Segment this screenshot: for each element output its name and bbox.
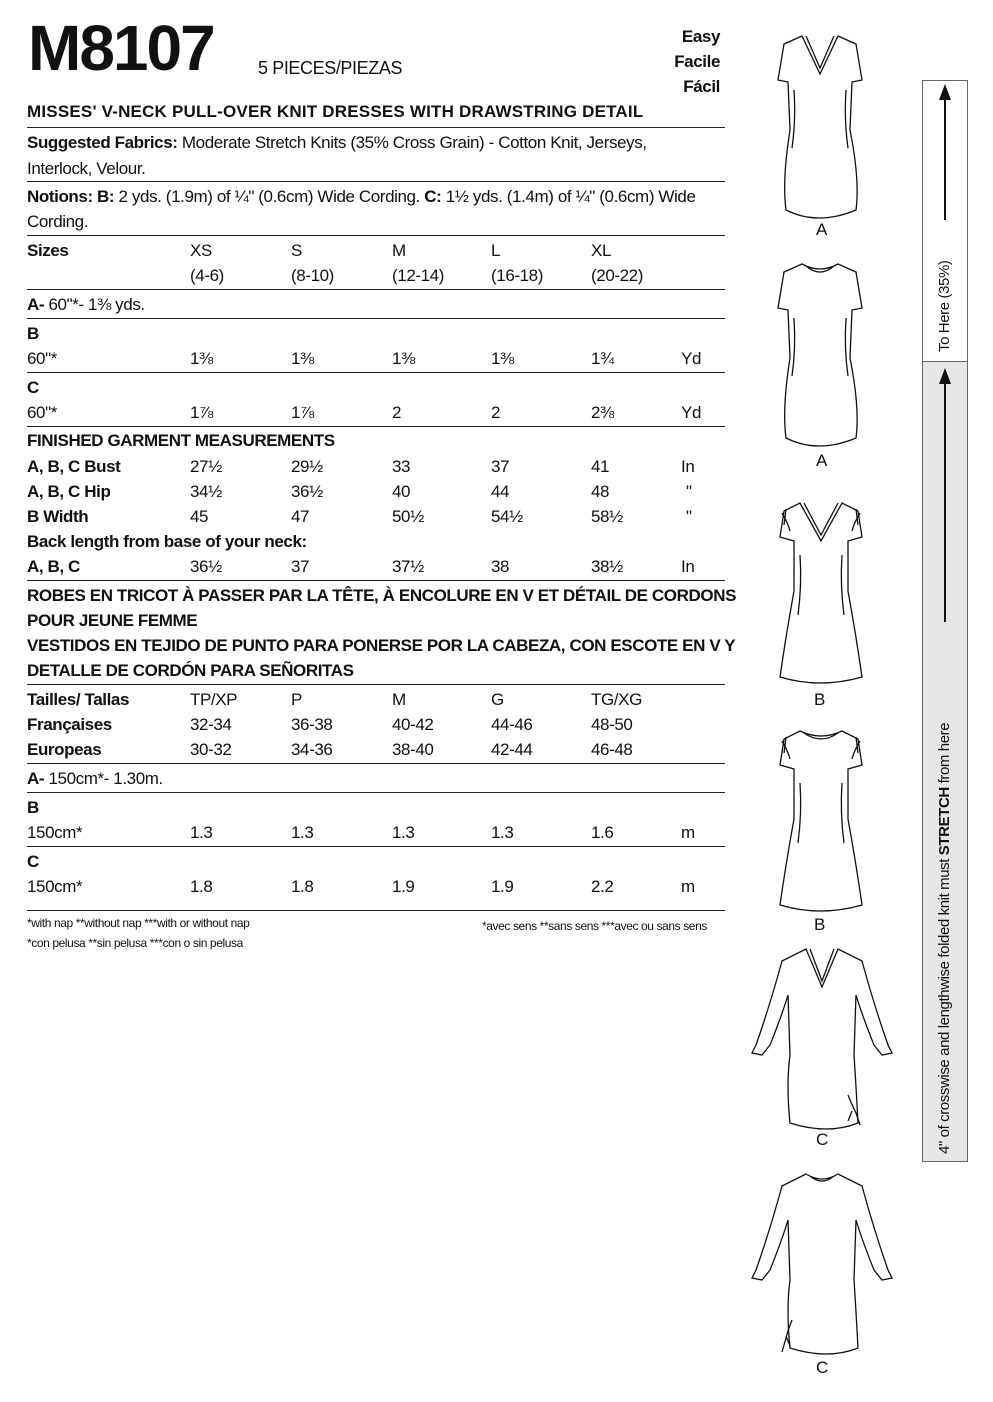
footnote-fr: *avec sens **sans sens ***avec ou sans sens	[482, 919, 707, 933]
fabrics-label: Suggested Fabrics:	[27, 133, 178, 152]
euro-size-value: P	[291, 690, 302, 709]
divider	[27, 684, 725, 685]
metric-unit: m	[681, 823, 695, 842]
yardage-c-width: 60"*	[27, 403, 57, 422]
size-name: S	[291, 241, 302, 260]
stretch-bottom-bold: STRETCH	[936, 787, 953, 856]
finished-heading: FINISHED GARMENT MEASUREMENTS	[27, 431, 335, 450]
finished-row-label: A, B, C Bust	[27, 457, 121, 476]
euro-size-value: 32-34	[190, 715, 232, 734]
spanish-title-2: DETALLE DE CORDÓN PARA SEÑORITAS	[27, 661, 354, 680]
metric-b-label: B	[27, 798, 39, 817]
finished-row-label: A, B, C Hip	[27, 482, 111, 501]
back-length-value: 38½	[591, 557, 623, 576]
euro-size-label: Françaises	[27, 715, 112, 734]
metric-value: 1.8	[190, 877, 213, 896]
metric-c-label: C	[27, 852, 39, 871]
dress-b-vneck-illustration	[770, 495, 880, 685]
arrow-up-icon	[935, 80, 955, 260]
yardage-value: 1¾	[591, 349, 614, 368]
finished-unit: "	[686, 482, 692, 501]
yardage-value: 2	[392, 403, 402, 422]
euro-size-value: G	[491, 690, 504, 709]
size-name: XS	[190, 241, 212, 260]
yardage-value: 1⅜	[392, 349, 415, 368]
french-title-2: POUR JEUNE FEMME	[27, 611, 198, 630]
size-range: (4-6)	[190, 266, 224, 285]
euro-size-label: Tailles/ Tallas	[27, 690, 130, 709]
finished-value: 54½	[491, 507, 523, 526]
divider	[27, 289, 725, 290]
euro-size-value: TP/XP	[190, 690, 238, 709]
back-length-label: A, B, C	[27, 557, 80, 576]
pattern-title: MISSES' V-NECK PULL-OVER KNIT DRESSES WITH DRAWSTRING DETAIL	[27, 102, 644, 121]
yardage-unit: Yd	[681, 349, 701, 368]
divider	[27, 792, 725, 793]
difficulty-es: Fácil	[683, 77, 720, 96]
notions-label-b: Notions: B:	[27, 187, 115, 206]
yardage-b-label: B	[27, 324, 39, 343]
pieces-count: 5 PIECES/PIEZAS	[258, 58, 403, 78]
finished-value: 50½	[392, 507, 424, 526]
stretch-bottom-text	[936, 723, 953, 1154]
dress-a-vneck-illustration	[760, 30, 880, 215]
notions-line-2: Cording.	[27, 212, 89, 231]
stretch-top-text: To Here (35%)	[936, 260, 953, 352]
metric-a-label: A-	[27, 769, 45, 788]
size-range: (12-14)	[392, 266, 445, 285]
metric-value: 1.3	[392, 823, 415, 842]
metric-value: 1.8	[291, 877, 314, 896]
back-length-value: 36½	[190, 557, 222, 576]
metric-value: 1.9	[491, 877, 514, 896]
finished-value: 48	[591, 482, 610, 501]
finished-value: 47	[291, 507, 310, 526]
stretch-bottom-pre: 4" of crosswise and lengthwise folded knit must	[936, 858, 953, 1154]
euro-size-value: 46-48	[591, 740, 633, 759]
size-range: (8-10)	[291, 266, 334, 285]
metric-c-width: 150cm*	[27, 877, 83, 896]
finished-value: 34½	[190, 482, 222, 501]
euro-size-value: 38-40	[392, 740, 434, 759]
view-label: C	[816, 1130, 829, 1149]
yardage-value: 1⅞	[190, 403, 213, 422]
yardage-value: 1⅞	[291, 403, 314, 422]
dress-b-crewneck-illustration	[770, 725, 880, 915]
divider	[27, 763, 725, 764]
divider	[27, 580, 725, 581]
yardage-a-label: A-	[27, 295, 45, 314]
difficulty-fr: Facile	[674, 52, 720, 71]
stretch-bottom-post: from here	[936, 722, 953, 784]
yardage-value: 2⅜	[591, 403, 614, 422]
euro-size-value: 44-46	[491, 715, 533, 734]
finished-row-label: B Width	[27, 507, 89, 526]
metric-unit: m	[681, 877, 695, 896]
finished-value: 36½	[291, 482, 323, 501]
notions-text-b: 2 yds. (1.9m) of ¼" (0.6cm) Wide Cording.	[118, 187, 420, 206]
arrow-up-icon	[935, 362, 955, 632]
back-length-unit: In	[681, 557, 695, 576]
view-label: C	[816, 1358, 829, 1377]
euro-size-value: 42-44	[491, 740, 533, 759]
finished-unit: In	[681, 457, 695, 476]
dress-c-vneck-illustration	[748, 945, 898, 1135]
euro-size-value: 34-36	[291, 740, 333, 759]
metric-value: 1.3	[491, 823, 514, 842]
finished-value: 45	[190, 507, 209, 526]
divider	[27, 127, 725, 128]
back-length-value: 37½	[392, 557, 424, 576]
yardage-value: 1⅜	[491, 349, 514, 368]
dress-c-crewneck-illustration	[748, 1170, 898, 1365]
yardage-value: 2	[491, 403, 501, 422]
divider	[27, 235, 725, 236]
metric-value: 1.3	[291, 823, 314, 842]
euro-size-value: 36-38	[291, 715, 333, 734]
metric-a	[27, 770, 163, 787]
pattern-number: M8107	[28, 12, 214, 84]
metric-a-text: 150cm*- 1.30m.	[48, 769, 163, 788]
euro-size-value: TG/XG	[591, 690, 642, 709]
notions-line-1	[27, 188, 696, 205]
back-length-heading: Back length from base of your neck:	[27, 532, 307, 551]
yardage-value: 1⅜	[291, 349, 314, 368]
yardage-unit: Yd	[681, 403, 701, 422]
footnote-en: *with nap **without nap ***with or without nap	[27, 916, 250, 930]
yardage-c-label: C	[27, 378, 39, 397]
euro-size-label: Europeas	[27, 740, 102, 759]
back-length-value: 37	[291, 557, 310, 576]
notions-text-c: 1½ yds. (1.4m) of ¼" (0.6cm) Wide	[445, 187, 696, 206]
divider	[27, 910, 725, 911]
yardage-a	[27, 296, 145, 313]
view-label: B	[814, 915, 826, 934]
size-range: (16-18)	[491, 266, 544, 285]
metric-value: 1.6	[591, 823, 614, 842]
divider	[27, 181, 725, 182]
divider	[27, 426, 725, 427]
euro-size-value: 30-32	[190, 740, 232, 759]
divider	[27, 846, 725, 847]
size-name: L	[491, 241, 501, 260]
yardage-value: 1⅜	[190, 349, 213, 368]
finished-unit: "	[686, 507, 692, 526]
difficulty	[660, 24, 720, 99]
fabrics-line-2: Interlock, Velour.	[27, 159, 146, 178]
finished-value: 44	[491, 482, 510, 501]
divider	[27, 318, 725, 319]
finished-value: 58½	[591, 507, 623, 526]
view-label: A	[816, 220, 828, 239]
fabrics-text: Moderate Stretch Knits (35% Cross Grain) - Cotton Knit, Jerseys,	[181, 133, 647, 152]
finished-value: 33	[392, 457, 411, 476]
difficulty-en: Easy	[681, 27, 720, 46]
footnote-es: *con pelusa **sin pelusa ***con o sin pelusa	[27, 936, 243, 950]
finished-value: 37	[491, 457, 510, 476]
divider	[27, 372, 725, 373]
dress-a-crewneck-illustration	[760, 260, 880, 445]
view-label: A	[816, 451, 828, 470]
euro-size-value: 40-42	[392, 715, 434, 734]
finished-value: 40	[392, 482, 411, 501]
back-length-value: 38	[491, 557, 510, 576]
size-range: (20-22)	[591, 266, 644, 285]
size-name: M	[392, 241, 406, 260]
french-title-1: ROBES EN TRICOT À PASSER PAR LA TÊTE, À ENCOLURE EN V ET DÉTAIL DE CORDONS	[27, 586, 737, 605]
finished-value: 41	[591, 457, 610, 476]
notions-label-c: C:	[424, 187, 442, 206]
euro-size-value: 48-50	[591, 715, 633, 734]
metric-b-width: 150cm*	[27, 823, 83, 842]
metric-value: 2.2	[591, 877, 614, 896]
spanish-title-1: VESTIDOS EN TEJIDO DE PUNTO PARA PONERSE POR LA CABEZA, CON ESCOTE EN V Y	[27, 636, 736, 655]
metric-value: 1.9	[392, 877, 415, 896]
yardage-b-width: 60"*	[27, 349, 57, 368]
yardage-a-text: 60"*- 1⅜ yds.	[48, 295, 145, 314]
euro-size-value: M	[392, 690, 406, 709]
metric-value: 1.3	[190, 823, 213, 842]
sizes-label: Sizes	[27, 241, 69, 260]
fabrics-line-1	[27, 134, 647, 151]
finished-value: 27½	[190, 457, 222, 476]
finished-value: 29½	[291, 457, 323, 476]
size-name: XL	[591, 241, 611, 260]
view-label: B	[814, 690, 826, 709]
